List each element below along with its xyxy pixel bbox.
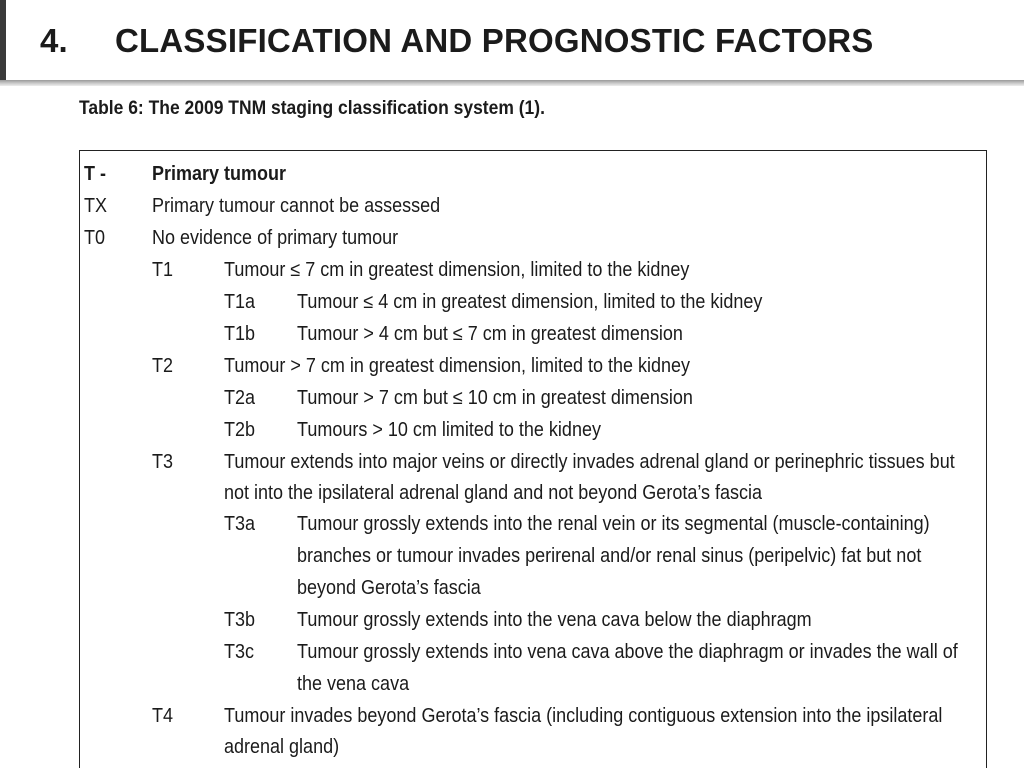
- section-number: 4.: [40, 22, 68, 59]
- row-text: Tumour grossly extends into the renal vein or its segmental (muscle-containing): [297, 513, 930, 535]
- table-row: [0, 604, 1024, 636]
- row-code: T3a: [224, 513, 256, 535]
- row-text: Tumour invades beyond Gerota’s fascia (including contiguous extension into the ipsilateral: [224, 705, 943, 727]
- row-text: Tumour grossly extends into the vena cava below the diaphragm: [297, 609, 812, 631]
- table-row: [0, 286, 1024, 318]
- page-title: [40, 22, 873, 60]
- row-text: No evidence of primary tumour: [152, 227, 399, 249]
- row-code: T3b: [224, 609, 256, 631]
- row-text: beyond Gerota’s fascia: [297, 577, 481, 599]
- left-accent-bar: [0, 0, 6, 80]
- row-text: branches or tumour invades perirenal and/or renal sinus (peripelvic) fat but not: [297, 545, 922, 567]
- row-text: Primary tumour cannot be assessed: [152, 195, 441, 217]
- table-row: [0, 222, 1024, 254]
- row-code: T2b: [224, 419, 256, 441]
- table-row: [0, 318, 1024, 350]
- row-text: Tumour > 4 cm but ≤ 7 cm in greatest dimension: [297, 323, 683, 345]
- table-row: [0, 477, 1024, 509]
- row-code: TX: [84, 195, 108, 217]
- row-text: not into the ipsilateral adrenal gland and not beyond Gerota’s fascia: [224, 482, 763, 504]
- table-row: [0, 158, 1024, 190]
- table-row: [0, 731, 1024, 763]
- row-code: T3: [152, 451, 174, 473]
- row-text: the vena cava: [297, 673, 410, 695]
- row-text: Tumour ≤ 4 cm in greatest dimension, limited to the kidney: [297, 291, 763, 313]
- section-title: CLASSIFICATION AND PROGNOSTIC FACTORS: [115, 22, 874, 59]
- table-row: [0, 508, 1024, 540]
- table-row: [0, 254, 1024, 286]
- table-row: [0, 382, 1024, 414]
- row-text: Tumour extends into major veins or directly invades adrenal gland or perinephric tissues but: [224, 451, 955, 473]
- table-row: [0, 350, 1024, 382]
- table-row: [0, 446, 1024, 478]
- row-code: T2a: [224, 387, 256, 409]
- table-row: [0, 190, 1024, 222]
- row-code: T3c: [224, 641, 255, 663]
- row-code: T1: [152, 259, 174, 281]
- row-text: adrenal gland): [224, 736, 340, 758]
- table-row: [0, 668, 1024, 700]
- row-text: Primary tumour: [152, 163, 287, 185]
- row-text: Tumour grossly extends into vena cava above the diaphragm or invades the wall of: [297, 641, 958, 663]
- row-code: T4: [152, 705, 174, 727]
- table-row: [0, 572, 1024, 604]
- row-code: T1b: [224, 323, 256, 345]
- row-code: T -: [84, 163, 106, 185]
- table-row: [0, 414, 1024, 446]
- table-caption: Table 6: The 2009 TNM staging classification system (1).: [79, 98, 545, 119]
- table-row: [0, 700, 1024, 732]
- header-divider: [0, 80, 1024, 86]
- row-text: Tumour > 7 cm in greatest dimension, limited to the kidney: [224, 355, 691, 377]
- row-text: Tumour > 7 cm but ≤ 10 cm in greatest dimension: [297, 387, 693, 409]
- row-text: Tumours > 10 cm limited to the kidney: [297, 419, 601, 441]
- row-text: Tumour ≤ 7 cm in greatest dimension, limited to the kidney: [224, 259, 690, 281]
- table-row: [0, 636, 1024, 668]
- row-code: T0: [84, 227, 106, 249]
- row-code: T2: [152, 355, 174, 377]
- table-row: [0, 540, 1024, 572]
- row-code: T1a: [224, 291, 256, 313]
